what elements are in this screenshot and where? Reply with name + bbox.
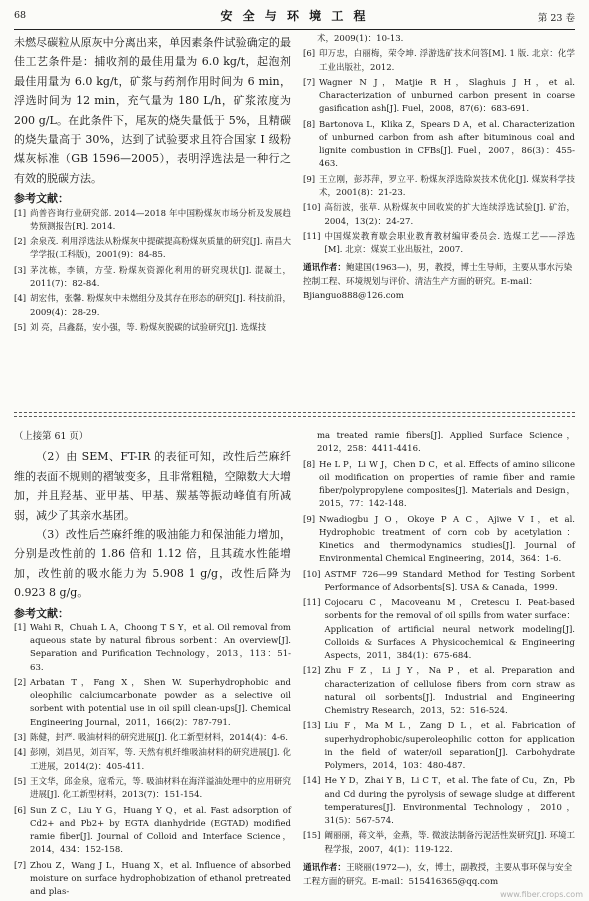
reference-text: Cojocaru C，Macoveanu M，Cretescu I. Peat-based sorbents for the removal of oil spills from water surface：Application of artificial neural network modeling[J]. Colloids & Surfaces A Physicochemical & Engineering Aspects，2011，384(1)：675-684. [324,598,575,661]
bottom-right-column [303,430,575,889]
conclusion-paragraph: （2）由 SEM、FT-IR 的表征可知，改性后苎麻纤维的表面不规则的褶皱变多，且非常粗糙，空隙数大大增加，并且羟基、亚甲基、甲基、羰基等振动峰值有所减弱，减少了其亲水基团。 [14,450,291,522]
conclusion-paragraph: （3）改性后苎麻纤维的吸油能力和保油能力增加，分别是改性前的 1.86 倍和 1.12 倍，且其疏水性能增加，改性前的吸水能力为 5.908 1 g/g，改性后降为 0.923 8 g/g。 [14,528,291,600]
reference-text: ma treated ramie fibers[J]. Applied Surface Science，2012，258：4411-4416. [317,431,575,455]
corresponding-author [303,861,575,889]
reference-item [14,236,291,262]
reference-item [14,322,291,335]
reference-number: [13] [303,721,321,732]
reference-text: 王立刚，彭苏萍，罗立平. 粉煤灰浮选除炭技术优化[J]. 煤炭科学技术，2001(8)：21-23. [319,174,575,198]
author-label: 通讯作者： [303,862,346,873]
reference-text: 陈健，封严. 吸油材料的研究进展[J]. 化工新型材料，2014(4)：4-6. [30,733,288,744]
reference-number: [10] [303,203,321,214]
article-separator [14,412,575,420]
reference-text: ASTMF 726—99 Standard Method for Testing Sorbent Performance of Adsorbents[S]. USA & Canada，1999. [324,569,575,593]
reference-text: 王文华，邱金泉，寇希元，等. 吸油材料在海洋溢油处理中的应用研究进展[J]. 化工新型材料，2013(7)：151-154. [30,777,291,801]
reference-number: [8] [303,459,316,470]
reference-item [303,597,575,663]
reference-list [14,208,291,336]
reference-number: [1] [14,208,27,219]
top-right-column [303,33,575,303]
header-rule [14,29,575,30]
author-text: 鲍建国(1963—)，男，教授，博士生导师，主要从事水污染控制工程、环境规划与评价、清洁生产方面的研究。E-mail：Bjianguo888@126.com [303,263,573,302]
author-text: 王晓丽(1972—)，女，博士，副教授，主要从事环保与安全工程方面的研究。E-mail：515416365@qq.com [303,862,573,887]
reference-number: [4] [14,748,27,759]
reference-list [303,33,575,257]
reference-item [14,293,291,319]
reference-item [303,48,575,74]
reference-list [303,430,575,857]
reference-text: Wagner N J，Matjie R H，Slaghuis J H，et al. Characterization of unburned carbon present in coarse gasification ash[J]. Fuel，2008，87(6)：683-691. [319,77,575,115]
reference-text: 术，2009(1)：10-13. [317,34,404,44]
reference-number [303,430,317,456]
reference-number: [4] [14,294,27,305]
reference-number: [6] [14,805,27,816]
journal-title: 安 全 与 环 境 工 程 [220,9,369,23]
page-number: 68 [14,10,27,21]
reference-number: [1] [14,623,27,634]
reference-number: [3] [14,265,27,276]
reference-item [14,208,291,234]
reference-item [303,77,575,117]
reference-text: He L P，Li W J，Chen D C，et al. Effects of amino silicone oil modification on properties of ramie fiber and ramie fiber/polypropylene composites[J]. Materials and Design，2015，77：142-148. [319,459,575,510]
references-heading: 参考文献： [14,606,69,620]
reference-item [303,830,575,856]
reference-item [14,860,291,900]
page-header [14,6,575,28]
reference-number: [11] [303,231,321,242]
reference-item [303,775,575,828]
reference-item [303,514,575,567]
reference-item [303,33,575,46]
corresponding-author [303,261,575,303]
reference-item [14,677,291,730]
reference-text: 余泉茂. 利用浮选法从粉煤灰中提碳提高粉煤灰质量的研究[J]. 南昌大学学报(工科版)，2001(9)：84-85. [30,237,291,261]
reference-text: 刘 亮，吕鑫磊，安小强，等. 粉煤灰脱碳的试验研究[J]. 选煤技 [30,323,267,334]
reference-list [14,622,291,899]
reference-number: [2] [14,678,27,689]
reference-number: [5] [14,777,27,788]
reference-item [303,459,575,512]
reference-text: Zhu F Z，Li J Y，Na P，et al. Preparation and characterization of cellulose fibers from corn straw as natural oil sorbents[J]. Industrial and Engineering Chemistry Research，2013，52：516-524. [324,666,575,716]
reference-text: Wahi R，Chuah L A，Choong T S Y，et al. Oil removal from aqueous state by natural fibrous sorbent：An overview[J]. Separation and Purification Technology，2013，113：51-63. [30,623,291,673]
reference-number: [15] [303,831,321,842]
reference-number: [3] [14,733,27,744]
reference-text: 茅沈栋，李镇，方莹. 粉煤灰资源化利用的研究现状[J]. 混凝土，2011(7)：82-84. [30,265,291,290]
reference-text: 阚丽丽，蒋文举，金燕，等. 微波法制备污泥活性炭研究[J]. 环境工程学报，2007，4(1)：119-122. [324,831,575,855]
continued-from-label: （上接第 61 页） [14,431,89,442]
reference-item [303,569,575,595]
author-label: 通讯作者： [303,263,346,274]
reference-number: [11] [303,598,321,609]
conclusion-paragraph: 未燃尽碳粒从原灰中分离出来，单因素条件试验确定的最佳工艺条件是：捕收剂的最佳用量为 6.0 kg/t，起泡剂最佳用量为 6.0 kg/t，矿浆与药剂作用时间为 6 min，浮选时间为 12 min，充气量为 180 L/h，矿浆浓度为 200 g/L。在此条件下，尾灰的烧失量低于 5%，且精碳的烧失量高于 30%，达到了试验要求且符合国家 Ⅰ 级粉煤灰标准（GB 1596—2005），表明浮选法是一种行之有效的脱碳方法。 [14,36,291,185]
reference-number: [6] [303,49,316,60]
watermark: www.fiber.crops.com [500,890,583,899]
reference-item [14,747,291,773]
reference-text: Liu F，Ma M L，Zang D L，et al. Fabrication of superhydrophobic/superoleophilic cotton for application in the field of water/oil separation[J]. Carbohydrate Polymers，2014，103：480-487. [324,721,575,771]
reference-text: 中国煤炭教育歇会职业教育教材编审委员会. 选煤工艺——浮选[M]. 北京：煤炭工业出版社，2007. [324,231,575,256]
reference-text: 印万忠，白丽梅，荣令坤. 浮游选矿技术问答[M]. 1 版. 北京：化学工业出版社，2012. [319,49,575,73]
bottom-left-column [14,430,291,901]
reference-item [303,174,575,200]
reference-number: [2] [14,237,27,248]
reference-item [303,720,575,773]
reference-text: 彭刚，刘昌见，刘百军，等. 天然有机纤维吸油材料的研究进展[J]. 化工进展，2014(2)：405-411. [30,748,291,772]
reference-item [303,430,575,456]
reference-number: [12] [303,666,321,677]
reference-item [303,119,575,172]
volume-label: 第 23 卷 [537,13,575,24]
reference-number: [7] [303,77,316,88]
reference-item [303,231,575,257]
reference-number: [14] [303,776,321,787]
reference-number: [5] [14,323,27,334]
reference-text: Zhou Z，Wang J L，Huang X，et al. Influence of absorbed moisture on surface hydrophobization of ethanol pretreated and plas- [30,860,291,898]
reference-number [303,33,317,46]
reference-text: 胡宏伟，张馨. 粉煤灰中未燃组分及其存在形态的研究[J]. 科技前沿，2009(4)：28-29. [30,294,291,318]
reference-text: Nwadiogbu J O，Okoye P A C，Ajiwe V I，et al. Hydrophobic treatment of corn cob by acetylation：Kinetics and thermodynamics studies[J]. Journal of Environmental Chemical Engineering，2014，364：1-6. [319,514,575,565]
reference-number: [10] [303,569,321,580]
reference-item [14,805,291,858]
reference-item [14,776,291,802]
reference-item [14,732,291,745]
top-left-column [14,33,291,337]
reference-number: [7] [14,860,27,871]
reference-text: Sun Z C，Liu Y G，Huang Y Q，et al. Fast adsorption of Cd2+ and Pb2+ by EGTA dianhydride (EGTAD) modified ramie fiber[J]. Journal of Colloid and Interface Science，2014，434：152-158. [30,805,291,856]
reference-item [303,665,575,718]
reference-text: Arbatan T，Fang X，Shen W. Superhydrophobic and oleophilic calciumcarbonate powder as a selective oil sorbent with potential use in oil spill clean-ups[J]. Chemical Engineering Journal，2011，166(2)：787-791. [30,678,291,728]
reference-number: [9] [303,514,316,525]
reference-item [14,622,291,675]
reference-item [303,202,575,228]
reference-text: 高衍波，张草. 从粉煤灰中回收炭的扩大连续浮选试验[J]. 矿治，2004，13(2)：24-27. [324,203,575,227]
reference-text: He Y D，Zhai Y B，Li C T，et al. The fate of Cu，Zn，Pb and Cd during the pyrolysis of sewage sludge at different temperatures[J]. Environmental Technology，2010，31(5)：567-574. [324,776,575,826]
reference-text: Bartonova L，Klika Z，Spears D A，et al. Characterization of unburned carbon from ash after bituminous coal and lignite combustion in CFBs[J]. Fuel，2007，86(3)：455-463. [319,119,575,170]
reference-number: [9] [303,174,316,185]
references-heading: 参考文献： [14,192,69,206]
reference-item [14,265,291,291]
reference-text: 尚普咨询行业研究部. 2014—2018 年中国粉煤灰市场分析及发展趋势预测报告[R]. 2014. [30,208,291,232]
reference-number: [8] [303,119,316,130]
